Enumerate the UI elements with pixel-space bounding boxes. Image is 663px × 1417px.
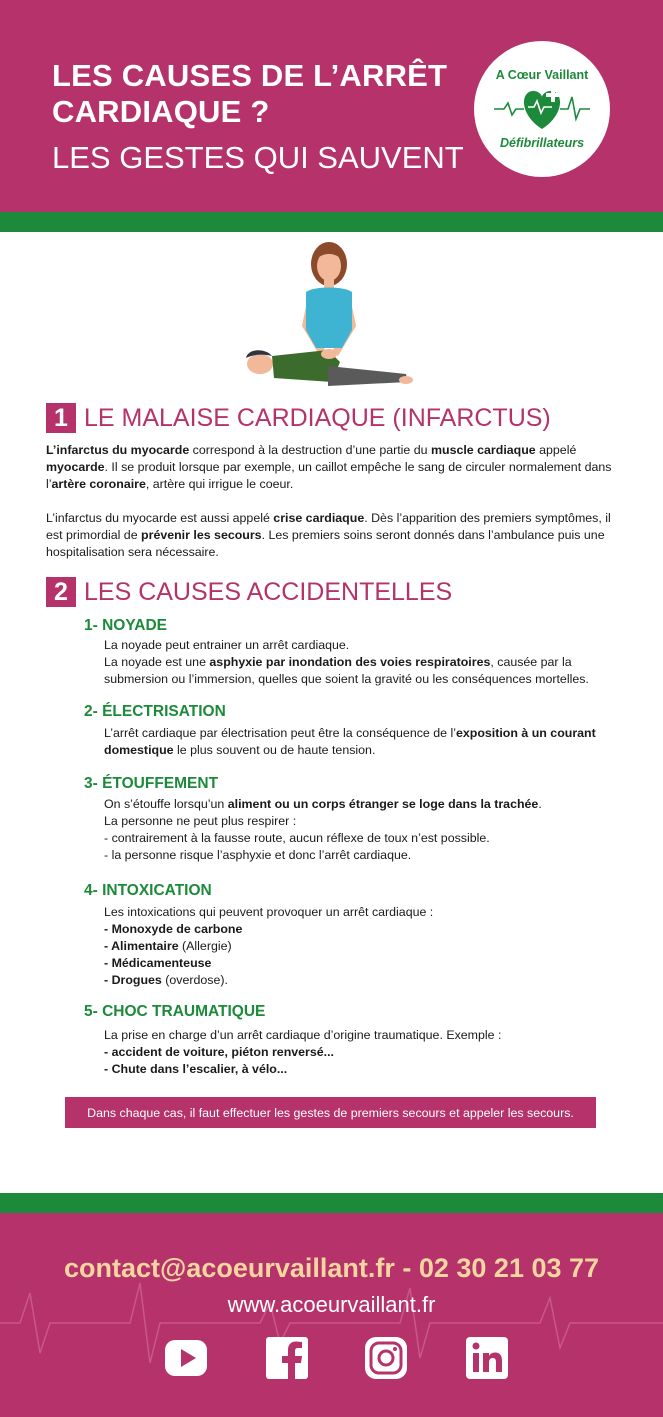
section1-title: LE MALAISE CARDIAQUE (INFARCTUS) [84,403,551,432]
text-line: La noyade est une asphyxie par inondation des voies respiratoires, causée par la [104,655,572,669]
text-line: submersion ou l’immersion, quelles que soient la gravité ou les conséquences mortelles. [104,672,589,686]
contact-line[interactable]: contact@acoeurvaillant.fr - 02 30 21 03 77 [63,1253,600,1283]
instagram-icon[interactable] [364,1336,408,1380]
section1-number: 1 [46,403,76,433]
text-line: - Médicamenteuse [104,956,212,970]
text-line: - Drogues (overdose). [104,973,228,987]
cause-text-etouffement [104,796,634,864]
facebook-icon[interactable] [265,1336,309,1380]
section1-heading [46,403,551,433]
text-line: - Alimentaire (Allergie) [104,939,232,953]
text-line: - contrairement à la fausse route, aucun réflexe de toux n’est possible. [104,831,490,845]
website-link[interactable]: www.acoeurvaillant.fr [227,1292,436,1317]
divider-green-bottom [0,1193,663,1213]
linkedin-icon[interactable] [465,1336,509,1380]
cause-text-intoxication [104,904,634,989]
heart-cross-pulse-icon [490,83,594,133]
divider-green-top [0,212,663,232]
header-banner [0,0,663,212]
cause-text-noyade [104,637,634,688]
section1-paragraph1: L’infarctus du myocarde correspond à la destruction d’une partie du muscle cardiaque appelé myocarde. Il se produit lorsque par exemple, un caillot empêche le sang de circuler normalement dans l’artère coronaire, artère qui irrigue le coeur. [46,443,612,491]
youtube-icon[interactable] [164,1336,208,1380]
logo-top-text: A Cœur Vaillant [495,68,589,82]
page-title-line1: LES CAUSES DE L’ARRÊT CARDIAQUE ? [52,58,448,129]
text-line: On s’étouffe lorsqu’un aliment ou un corps étranger se loge dans la trachée. [104,797,542,811]
cause-title-noyade: 1- NOYADE [84,617,167,634]
cause-text-choc [104,1027,634,1078]
cause-text-electrisation [104,725,634,759]
text-line: domestique le plus souvent ou de haute tension. [104,743,376,757]
section1-paragraph2: L’infarctus du myocarde est aussi appelé crise cardiaque. Dès l’apparition des premiers symptômes, il est primordial de prévenir les secours. Les premiers soins seront donnés dans l’ambulance puis une hospitalisation sera nécessaire. [46,511,611,559]
cpr-illustration [228,236,418,396]
section2-heading [46,577,452,607]
brand-logo[interactable] [474,41,610,177]
text-line: - accident de voiture, piéton renversé... [104,1045,334,1059]
section2-title: LES CAUSES ACCIDENTELLES [84,577,453,606]
cause-title-choc: 5- CHOC TRAUMATIQUE [84,1003,266,1020]
cause-title-electrisation: 2- ÉLECTRISATION [84,703,226,720]
conclusion-banner: Dans chaque cas, il faut effectuer les gestes de premiers secours et appeler les secours. [65,1097,596,1128]
page-subtitle: LES GESTES QUI SAUVENT [52,140,464,175]
text-line: Les intoxications qui peuvent provoquer un arrêt cardiaque : [104,905,434,919]
text-line: - Monoxyde de carbone [104,922,243,936]
text-line: La prise en charge d’un arrêt cardiaque d’origine traumatique. Exemple : [104,1028,502,1042]
section2-number: 2 [46,577,76,607]
text-line: L’arrêt cardiaque par électrisation peut être la conséquence de l’exposition à un courant [104,726,596,740]
text-line: - la personne risque l’asphyxie et donc l’arrêt cardiaque. [104,848,412,862]
cause-title-intoxication: 4- INTOXICATION [84,882,212,899]
text-line: - Chute dans l’escalier, à vélo... [104,1062,288,1076]
text-line: La noyade peut entrainer un arrêt cardiaque. [104,638,350,652]
text-line: La personne ne peut plus respirer : [104,814,297,828]
cause-title-etouffement: 3- ÉTOUFFEMENT [84,775,219,792]
logo-bottom-text: Défibrillateurs [499,136,585,150]
